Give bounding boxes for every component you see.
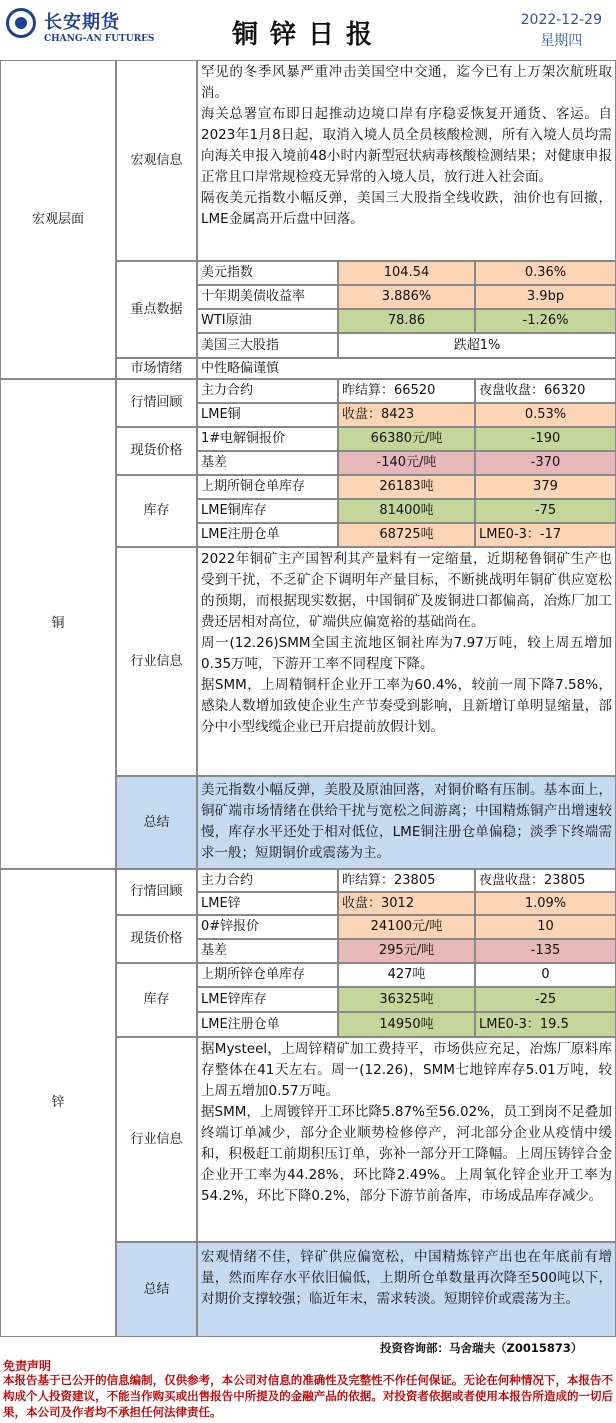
key-data-label: 重点数据 [116, 261, 197, 358]
stock-row-change: -25 [475, 987, 616, 1012]
stock-row-name: LME锌库存 [197, 987, 338, 1012]
night-close: 夜盘收盘：66320 [475, 379, 616, 403]
zinc-summary-label: 总结 [116, 1242, 197, 1337]
stock-row-change: LME0-3：-17 [475, 523, 616, 547]
key-row-change: 0.36% [475, 261, 616, 285]
macro-info-text: 罕见的冬季风暴严重冲击美国空中交通，迄今已有上万架次航班取消。 海关总署宣布即日起推动边境口岸有序稳妥恢复开通货、客运。自2023年1月8日起，取消入境人员全员核酸检测，所有入境人员均需向海关申报入境前48小时内新型冠状病毒核酸检测结果；对健康申报正常且口岸常规检疫无异常的入境人员，放行进入社会面。 隔夜美元指数小幅反弹，美国三大股指全线收跌，油价也有回撤，LME金属高开后盘中回落。 [197, 60, 616, 261]
basis-value: -140元/吨 [338, 451, 475, 475]
spot-name: 0#锌报价 [197, 915, 338, 939]
key-row-value: 3.886% [338, 285, 475, 309]
macro-info-label: 宏观信息 [116, 60, 197, 261]
key-row-value: 104.54 [338, 261, 475, 285]
lme-name: LME锌 [197, 892, 338, 915]
stock-row-change: -75 [475, 499, 616, 523]
report-header [0, 0, 616, 60]
key-row-value: 78.86 [338, 309, 475, 333]
zinc-industry-label: 行业信息 [116, 1037, 197, 1242]
copper-stock-label: 库存 [116, 475, 197, 547]
key-row-change: 3.9bp [475, 285, 616, 309]
copper-summary-text: 美元指数小幅反弹，美股及原油回落，对铜价略有压制。基本面上，铜矿端市场情绪在供给干扰与宽松之间游离；中国精炼铜产出增速较慢，库存水平还处于相对低位，LME铜注册仓单偏稳；淡季下终端需求一般；短期铜价或震荡为主。 [197, 776, 616, 869]
spot-price: 66380元/吨 [338, 427, 475, 451]
stock-row-name: 上期所铜仓单库存 [197, 475, 338, 499]
lme-close: 收盘：8423 [338, 403, 475, 427]
copper-review-label: 行情回顾 [116, 379, 197, 427]
spot-price: 24100元/吨 [338, 915, 475, 939]
main-contract-label: 主力合约 [197, 379, 338, 403]
basis-value: 295元/吨 [338, 939, 475, 963]
spot-name: 1#电解铜报价 [197, 427, 338, 451]
stock-row-name: LME注册仓单 [197, 523, 338, 547]
section-label-zinc: 锌 [0, 869, 116, 1337]
stock-row-change: 0 [475, 963, 616, 987]
main-contract-label: 主力合约 [197, 869, 338, 892]
stock-row-name: 上期所锌仓单库存 [197, 963, 338, 987]
disclaimer-title: 免责声明 [3, 1359, 52, 1373]
key-row-change: -1.26% [475, 309, 616, 333]
stock-row-value: 36325吨 [338, 987, 475, 1012]
stock-row-value: 14950吨 [338, 1012, 475, 1037]
copper-industry-label: 行业信息 [116, 547, 197, 776]
zinc-spot-label: 现货价格 [116, 915, 197, 963]
zinc-review-label: 行情回顾 [116, 869, 197, 915]
settle-price: 昨结算：23805 [338, 869, 475, 892]
key-row-name: 十年期美债收益率 [197, 285, 338, 309]
stock-row-value: 26183吨 [338, 475, 475, 499]
copper-summary-label: 总结 [116, 776, 197, 869]
report-title: 铜锌日报 [231, 20, 384, 50]
copper-industry-text: 2022年铜矿主产国智利其产量料有一定缩量，近期秘鲁铜矿生产也受到干扰，不乏矿企下调明年产量目标，不断挑战明年铜矿供应宽松的预期，而根据现实数据，中国铜矿及废铜进口都偏高，冶炼厂加工费还居相对高位，矿端供应偏宽裕的基础尚在。 周一(12.26)SMM全国主流地区铜社库为7.97万吨，较上周五增加0.35万吨，下游开工率不同程度下降。 据SMM，上周精铜杆企业开工率为60.4%，较前一周下降7.58%，感染人数增加致使企业生产节奏受到影响，且新增订单明显缩量，部分中小型线缆企业已开启提前放假计划。 [197, 547, 616, 776]
contact-info: 投资咨询部：马舍瑞夫（Z0015873） [380, 1341, 583, 1355]
basis-change: -135 [475, 939, 616, 963]
basis-name: 基差 [197, 939, 338, 963]
night-close: 夜盘收盘：23805 [475, 869, 616, 892]
basis-change: -370 [475, 451, 616, 475]
weekday-text: 星期四 [540, 33, 583, 49]
stock-row-name: LME注册仓单 [197, 1012, 338, 1037]
disclaimer-text: 本报告基于已公开的信息编制，仅供参考，本公司对信息的准确性及完整性不作任何保证。无论在何种情况下，本报告不构成个人投资建议，不能当作购买或出售报告中所提及的金融产品的依据。对投资者依据或者使用本报告所造成的一切后果，本公司及作者均不承担任何法律责任。 [3, 1373, 613, 1419]
logo-text-cn: 长安期货 [44, 12, 120, 33]
sentiment-value: 中性略偏谨慎 [197, 358, 616, 379]
report-date [521, 10, 602, 52]
spot-change: 10 [475, 915, 616, 939]
key-row-name: 美元指数 [197, 261, 338, 285]
zinc-summary-text: 宏观情绪不佳，锌矿供应偏宽松，中国精炼锌产出也在年底前有增量，然而库存水平依旧偏低，上期所仓单数量再次降至500吨以下，对期价支撑较强；临近年末，需求转淡。短期锌价或震荡为主。 [197, 1242, 616, 1337]
stock-row-change: LME0-3：19.5 [475, 1012, 616, 1037]
stock-row-value: 81400吨 [338, 499, 475, 523]
date-text: 2022-12-29 [520, 12, 602, 28]
stock-row-name: LME铜库存 [197, 499, 338, 523]
basis-name: 基差 [197, 451, 338, 475]
key-row-name: 美国三大股指 [197, 333, 338, 358]
key-row-value: 跌超1% [338, 333, 616, 358]
lme-name: LME铜 [197, 403, 338, 427]
logo-text-en: CHANG-AN FUTURES [44, 34, 155, 44]
stock-row-value: 68725吨 [338, 523, 475, 547]
lme-change: 1.09% [475, 892, 616, 915]
zinc-industry-text: 据Mysteel，上周锌精矿加工费持平，市场供应充足，冶炼厂原料库存整体在41天左右。周一(12.26)，SMM七地锌库存5.01万吨，较上周五增加0.57万吨。 据SMM，上周镀锌开工环比降5.87%至56.02%，员工到岗不足叠加终端订单减少，部分企业顺势检修停产，河北部分企业从疫情中缓和，积极赶工前期积压订单，弥补一部分开工降幅。上周压铸锌合金企业开工率为44.28%，环比降2.49%。上周氧化锌企业开工率为54.2%，环比下降0.2%，部分下游节前备库，市场成品库存减少。 [197, 1037, 616, 1242]
stock-row-change: 379 [475, 475, 616, 499]
lme-close: 收盘：3012 [338, 892, 475, 915]
copper-spot-label: 现货价格 [116, 427, 197, 475]
settle-price: 昨结算：66520 [338, 379, 475, 403]
key-row-name: WTI原油 [197, 309, 338, 333]
lme-change: 0.53% [475, 403, 616, 427]
section-label-macro: 宏观层面 [0, 60, 116, 379]
section-label-copper: 铜 [0, 379, 116, 869]
sentiment-label: 市场情绪 [116, 358, 197, 379]
spot-change: -190 [475, 427, 616, 451]
stock-row-value: 427吨 [338, 963, 475, 987]
zinc-stock-label: 库存 [116, 963, 197, 1037]
